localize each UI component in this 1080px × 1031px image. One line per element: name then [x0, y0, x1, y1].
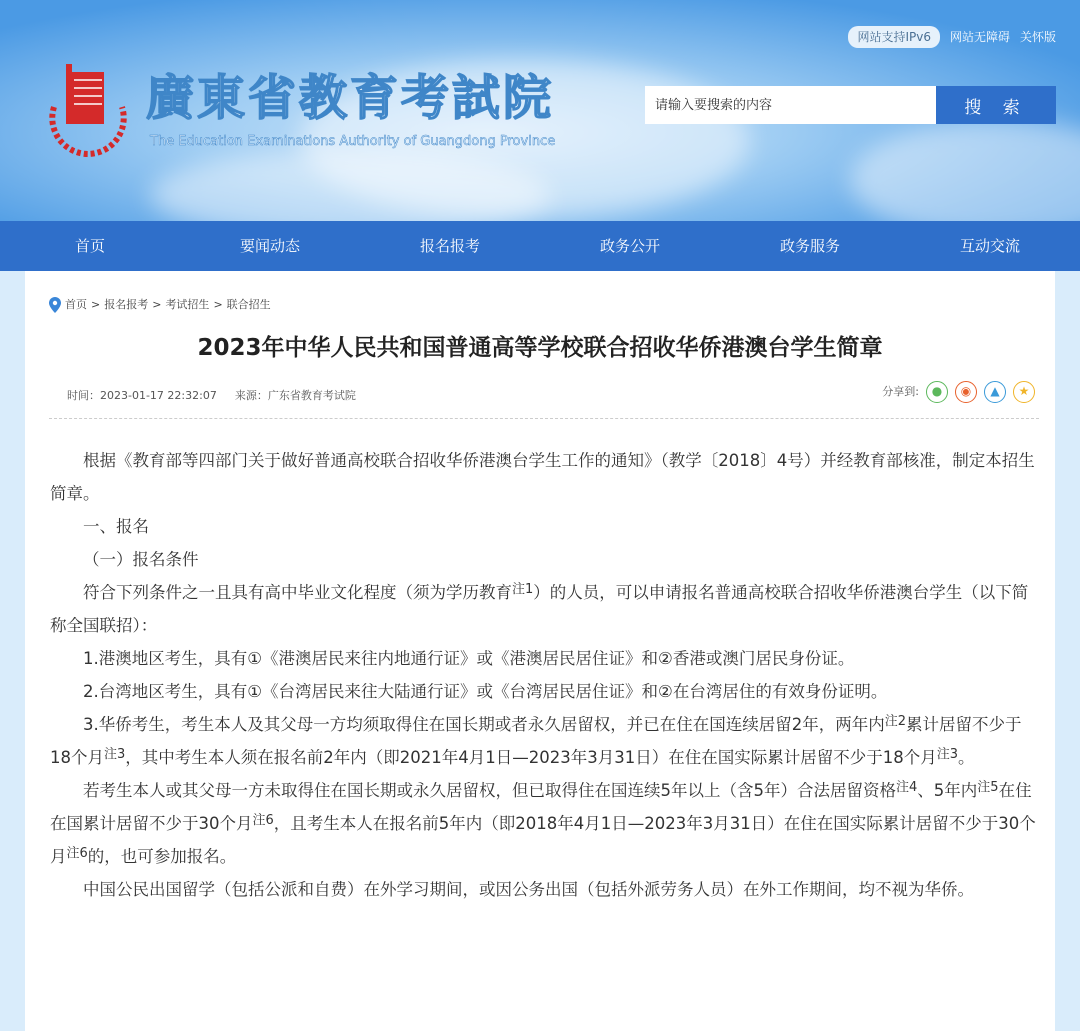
paragraph-text: 3.华侨考生，考生本人及其父母一方均须取得住在国长期或者永久居留权，并已在住在国连续居留2年，两年内 [83, 715, 885, 734]
article-paragraph [50, 675, 1040, 708]
paragraph-text: 一、报名 [83, 517, 149, 536]
search-input[interactable] [645, 86, 936, 124]
breadcrumb-registration[interactable]: 报名报考 [104, 298, 149, 311]
paragraph-text: 根据《教育部等四部门关于做好普通高校联合招收华侨港澳台学生工作的通知》（教学〔2018〕4号）并经教育部核准，制定本招生简章。 [50, 451, 1035, 503]
article-paragraph [50, 444, 1040, 510]
paragraph-text: 。 [958, 748, 975, 767]
paragraph-text: ，且考生本人在报名前5年内（即2018年4月1日—2023年3月31日）在住在国实际累计居留不少于30个月 [50, 814, 1036, 866]
care-mode-link[interactable]: 关怀版 [1019, 30, 1056, 44]
article-container [25, 271, 1055, 1031]
article-paragraph [50, 543, 1040, 576]
paragraph-text: 在住在国累计居留不少于30个月 [50, 781, 1032, 833]
paragraph-text: 1.港澳地区考生，具有①《港澳居民来往内地通行证》或《港澳居民居住证》和②香港或澳门居民身份证。 [83, 649, 855, 668]
breadcrumb-home[interactable]: 首页 [65, 298, 87, 311]
article-paragraph [50, 642, 1040, 675]
paragraph-text: 2.台湾地区考生，具有①《台湾居民来往大陆通行证》或《台湾居民居住证》和②在台湾居住的有效身份证明。 [83, 682, 888, 701]
article-paragraph [50, 510, 1040, 543]
qq-icon[interactable]: ▲ [984, 381, 1006, 403]
article-body [50, 444, 1040, 906]
paragraph-text: 的，也可参加报名。 [87, 847, 237, 866]
paragraph-text: 若考生本人或其父母一方未取得住在国长期或永久居留权，但已取得住在国连续5年以上（含5年）合法居留资格 [83, 781, 896, 800]
site-title: 廣東省教育考試院 [146, 70, 555, 126]
share-label: 分享到: [882, 385, 919, 398]
footnote-ref: 注4 [896, 780, 918, 795]
paragraph-text: 中国公民出国留学（包括公派和自费）在外学习期间，或因公务出国（包括外派劳务人员）在外工作期间，均不视为华侨。 [83, 880, 974, 899]
paragraph-text: ，其中考生本人须在报名前2年内（即2021年4月1日—2023年3月31日）在住在国实际累计居留不少于18个月 [125, 748, 937, 767]
paragraph-text: 符合下列条件之一且具有高中毕业文化程度（须为学历教育 [83, 583, 512, 602]
nav-gov-service[interactable]: 政务服务 [779, 237, 840, 255]
logo-icon[interactable] [44, 62, 132, 158]
nav-gov-public[interactable]: 政务公开 [599, 237, 660, 255]
main-nav [0, 221, 1080, 271]
paragraph-text: ）的人员，可以申请报名普通高校联合招收华侨港澳台学生（以下简称全国联招）： [50, 583, 1029, 635]
ipv6-badge[interactable]: 网站支持IPv6 [848, 26, 940, 48]
breadcrumb-exam[interactable]: 考试招生 [165, 298, 210, 311]
breadcrumb-joint[interactable]: 联合招生 [226, 298, 271, 311]
article-paragraph [50, 708, 1040, 774]
nav-registration[interactable]: 报名报考 [419, 237, 480, 255]
paragraph-text: 累计居留不少于18个月 [50, 715, 1022, 767]
header-banner [0, 0, 1080, 221]
footnote-ref: 注6 [66, 846, 88, 861]
location-pin-icon [49, 297, 61, 313]
article-source: 来源：广东省教育考试院 [234, 389, 356, 402]
publish-time: 时间：2023-01-17 22:32:07 [67, 389, 217, 402]
footnote-ref: 注2 [884, 714, 907, 729]
wechat-icon[interactable]: ● [926, 381, 948, 403]
footnote-ref: 注3 [104, 747, 126, 762]
article-paragraph [50, 774, 1040, 873]
nav-home[interactable]: 首页 [74, 237, 105, 255]
divider [49, 418, 1039, 419]
qzone-star-icon[interactable]: ★ [1013, 381, 1035, 403]
breadcrumb: 首页 > 报名报考 > 考试招生 > 联合招生 [49, 297, 271, 313]
paragraph-text: 、5年内 [917, 781, 978, 800]
article-paragraph [50, 576, 1040, 642]
accessibility-link[interactable]: 网站无障碍 [949, 30, 1010, 44]
weibo-icon[interactable]: ◉ [955, 381, 977, 403]
article-paragraph [50, 873, 1040, 906]
article-title: 2023年中华人民共和国普通高等学校联合招收华侨港澳台学生简章 [197, 335, 883, 361]
footnote-ref: 注3 [936, 747, 959, 762]
site-title-en: The Education Examinations Authority of Guangdong Province [150, 134, 556, 149]
footnote-ref: 注1 [512, 582, 534, 597]
nav-interaction[interactable]: 互动交流 [959, 237, 1020, 255]
footnote-ref: 注6 [252, 813, 274, 828]
nav-news[interactable]: 要闻动态 [239, 237, 300, 255]
paragraph-text: （一）报名条件 [83, 550, 199, 569]
search-button[interactable]: 搜 索 [936, 86, 1056, 124]
footnote-ref: 注5 [977, 780, 999, 795]
